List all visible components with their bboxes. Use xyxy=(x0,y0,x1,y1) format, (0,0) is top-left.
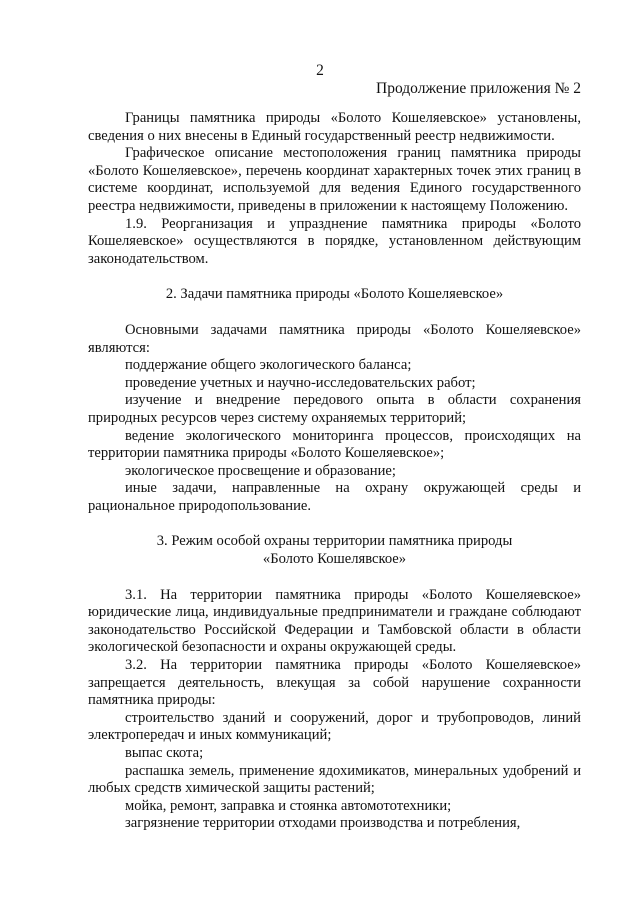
prohibition-item: строительство зданий и сооружений, дорог и трубопроводов, линий электропередач и иных коммуникаций; xyxy=(88,709,581,744)
paragraph-1-9: 1.9. Реорганизация и упразднение памятника природы «Болото Кошеляевское» осуществляются в порядке, установленном действующим законодательством. xyxy=(88,215,581,267)
task-item: экологическое просвещение и образование; xyxy=(125,462,396,479)
task-item: поддержание общего экологического баланса; xyxy=(125,357,412,374)
prohibition-item: мойка, ремонт, заправка и стоянка автомототехники; xyxy=(125,797,452,814)
prohibition-item: выпас скота; xyxy=(125,745,204,761)
section-2-heading: 2. Задачи памятника природы «Болото Кошеляевское» xyxy=(165,286,504,303)
paragraph-graphic-description: Графическое описание местоположения границ памятника природы «Болото Кошеляевское», перечень координат характерных точек этих границ в системе координат, используемой для ведения Единого государственного реестра недвижимости, приведены в приложении к настоящему Положению. xyxy=(88,145,581,214)
section-3-heading-line1: 3. Режим особой охраны территории памятника природы xyxy=(156,533,513,550)
section-2-intro: Основными задачами памятника природы «Болото Кошеляевское» являются: xyxy=(88,321,581,356)
paragraph-3-2: 3.2. На территории памятника природы «Болото Кошеляевское» запрещается деятельность, влекущая за собой нарушение сохранности памятника природы: xyxy=(88,657,581,709)
task-item: ведение экологического мониторинга процессов, происходящих на территории памятника природы «Болото Кошеляевское»; xyxy=(88,427,581,462)
paragraph-3-1: 3.1. На территории памятника природы «Болото Кошеляевское» юридические лица, индивидуальные предприниматели и граждане соблюдают законодательство Российской Федерации и Тамбовской области в области экологической безопасности и охраны окружающей среды. xyxy=(88,586,581,656)
paragraph-boundaries: Границы памятника природы «Болото Кошеляевское» установлены, сведения о них внесены в Единый государственный реестр недвижимости. xyxy=(88,110,581,144)
appendix-note: Продолжение приложения № 2 xyxy=(376,80,581,97)
page-number: 2 xyxy=(316,62,324,79)
document-body xyxy=(88,110,581,833)
task-item: иные задачи, направленные на охрану окружающей среды и рациональное природопользование. xyxy=(88,480,581,514)
task-item: проведение учетных и научно-исследовательских работ; xyxy=(125,374,476,391)
section-3-heading xyxy=(88,533,581,568)
prohibition-item: загрязнение территории отходами производства и потребления, xyxy=(125,815,521,832)
task-item: изучение и внедрение передового опыта в области сохранения природных ресурсов через систему охраняемых территорий; xyxy=(88,392,581,426)
section-3-heading-line2: «Болото Кошелявское» xyxy=(262,551,407,568)
prohibition-item: распашка земель, применение ядохимикатов, минеральных удобрений и любых средств химической защиты растений; xyxy=(88,762,581,797)
